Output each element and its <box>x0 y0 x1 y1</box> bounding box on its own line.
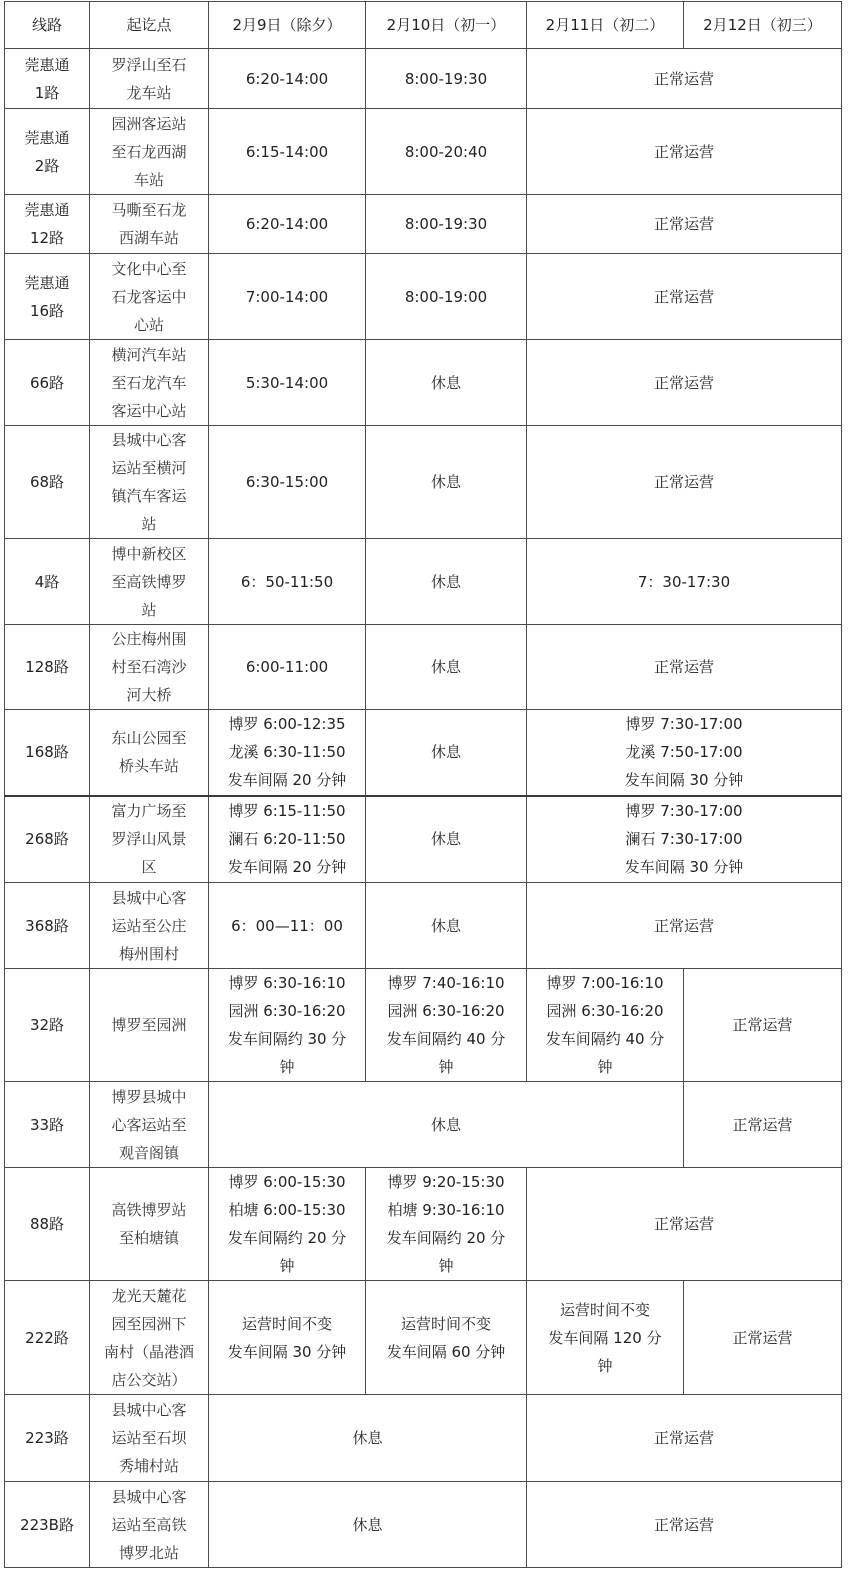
feb10-schedule: 运营时间不变 发车间隔 60 分钟 <box>366 1281 527 1395</box>
feb9-schedule: 6:15-14:00 <box>209 109 366 195</box>
feb9-schedule: 运营时间不变 发车间隔 30 分钟 <box>209 1281 366 1395</box>
route-stops: 横河汽车站 至石龙汽车 客运中心站 <box>90 340 209 426</box>
feb11-12-schedule: 正常运营 <box>527 254 842 340</box>
route-name: 223路 <box>5 1395 90 1482</box>
feb11-12-schedule: 博罗 7:30-17:00 澜石 7:30-17:00 发车间隔 30 分钟 <box>527 796 842 883</box>
feb11-12-schedule: 博罗 7:30-17:00 龙溪 7:50-17:00 发车间隔 30 分钟 <box>527 710 842 796</box>
feb9-10-schedule: 休息 <box>209 1395 527 1482</box>
route-name: 66路 <box>5 340 90 426</box>
table-row <box>5 1168 842 1281</box>
feb9-schedule: 6:20-14:00 <box>209 195 366 254</box>
table-row <box>5 539 842 625</box>
feb10-schedule: 休息 <box>366 539 527 625</box>
feb9-11-schedule: 休息 <box>209 1082 684 1168</box>
feb11-12-schedule: 正常运营 <box>527 1482 842 1568</box>
feb9-schedule: 6:00-11:00 <box>209 625 366 710</box>
route-stops: 县城中心客 运站至石坝 秀埔村站 <box>90 1395 209 1482</box>
table-row <box>5 340 842 426</box>
table-row <box>5 883 842 969</box>
feb12-schedule: 正常运营 <box>684 969 842 1082</box>
route-stops: 富力广场至 罗浮山风景 区 <box>90 796 209 883</box>
feb10-schedule: 博罗 9:20-15:30 柏塘 9:30-16:10 发车间隔约 20 分 钟 <box>366 1168 527 1281</box>
feb10-schedule: 8:00-19:00 <box>366 254 527 340</box>
route-stops: 文化中心至 石龙客运中 心站 <box>90 254 209 340</box>
route-name: 莞惠通 16路 <box>5 254 90 340</box>
feb10-schedule: 8:00-19:30 <box>366 195 527 254</box>
route-stops: 马嘶至石龙 西湖车站 <box>90 195 209 254</box>
table-row <box>5 49 842 109</box>
table-row <box>5 1482 842 1568</box>
route-name: 368路 <box>5 883 90 969</box>
feb9-schedule: 博罗 6:15-11:50 澜石 6:20-11:50 发车间隔 20 分钟 <box>209 796 366 883</box>
feb11-12-schedule: 正常运营 <box>527 109 842 195</box>
table-row <box>5 1395 842 1482</box>
route-stops: 公庄梅州围 村至石湾沙 河大桥 <box>90 625 209 710</box>
table-row <box>5 1281 842 1395</box>
feb9-schedule: 6：50-11:50 <box>209 539 366 625</box>
table-row <box>5 109 842 195</box>
feb11-12-schedule: 正常运营 <box>527 49 842 109</box>
feb11-12-schedule: 正常运营 <box>527 426 842 539</box>
route-name: 莞惠通 1路 <box>5 49 90 109</box>
feb10-schedule: 休息 <box>366 883 527 969</box>
feb10-schedule: 休息 <box>366 340 527 426</box>
header-route: 线路 <box>5 2 90 49</box>
route-stops: 博中新校区 至高铁博罗 站 <box>90 539 209 625</box>
route-name: 222路 <box>5 1281 90 1395</box>
route-stops: 园洲客运站 至石龙西湖 车站 <box>90 109 209 195</box>
feb10-schedule: 博罗 7:40-16:10 园洲 6:30-16:20 发车间隔约 40 分 钟 <box>366 969 527 1082</box>
route-stops: 县城中心客 运站至高铁 博罗北站 <box>90 1482 209 1568</box>
header-feb10: 2月10日（初一） <box>366 2 527 49</box>
table-row <box>5 195 842 254</box>
header-feb11: 2月11日（初二） <box>527 2 684 49</box>
feb11-12-schedule: 正常运营 <box>527 883 842 969</box>
route-name: 68路 <box>5 426 90 539</box>
route-name: 223B路 <box>5 1482 90 1568</box>
feb9-schedule: 7:00-14:00 <box>209 254 366 340</box>
feb9-schedule: 博罗 6:00-15:30 柏塘 6:00-15:30 发车间隔约 20 分 钟 <box>209 1168 366 1281</box>
table-row <box>5 710 842 796</box>
route-name: 33路 <box>5 1082 90 1168</box>
feb11-12-schedule: 正常运营 <box>527 1168 842 1281</box>
table-row <box>5 1082 842 1168</box>
feb10-schedule: 休息 <box>366 625 527 710</box>
feb10-schedule: 休息 <box>366 426 527 539</box>
route-stops: 县城中心客 运站至公庄 梅州围村 <box>90 883 209 969</box>
route-name: 268路 <box>5 796 90 883</box>
feb10-schedule: 8:00-19:30 <box>366 49 527 109</box>
holiday-bus-schedule-table <box>4 1 842 1568</box>
feb11-12-schedule: 正常运营 <box>527 340 842 426</box>
route-name: 88路 <box>5 1168 90 1281</box>
schedule-table-container <box>4 1 842 1568</box>
feb10-schedule: 8:00-20:40 <box>366 109 527 195</box>
header-row <box>5 2 842 49</box>
route-name: 莞惠通 2路 <box>5 109 90 195</box>
feb12-schedule: 正常运营 <box>684 1082 842 1168</box>
route-stops: 东山公园至 桥头车站 <box>90 710 209 796</box>
feb11-schedule: 运营时间不变 发车间隔 120 分 钟 <box>527 1281 684 1395</box>
feb11-12-schedule: 正常运营 <box>527 195 842 254</box>
route-name: 莞惠通 12路 <box>5 195 90 254</box>
feb9-schedule: 6:20-14:00 <box>209 49 366 109</box>
header-stops: 起讫点 <box>90 2 209 49</box>
feb12-schedule: 正常运营 <box>684 1281 842 1395</box>
route-stops: 龙光天麓花 园至园洲下 南村（晶港酒 店公交站） <box>90 1281 209 1395</box>
table-row <box>5 426 842 539</box>
route-stops: 博罗县城中 心客运站至 观音阁镇 <box>90 1082 209 1168</box>
table-row <box>5 625 842 710</box>
feb9-schedule: 博罗 6:30-16:10 园洲 6:30-16:20 发车间隔约 30 分 钟 <box>209 969 366 1082</box>
feb10-schedule: 休息 <box>366 710 527 796</box>
route-name: 128路 <box>5 625 90 710</box>
feb9-schedule: 5:30-14:00 <box>209 340 366 426</box>
feb9-schedule: 6：00—11：00 <box>209 883 366 969</box>
feb9-10-schedule: 休息 <box>209 1482 527 1568</box>
route-name: 4路 <box>5 539 90 625</box>
table-row <box>5 969 842 1082</box>
feb9-schedule: 博罗 6:00-12:35 龙溪 6:30-11:50 发车间隔 20 分钟 <box>209 710 366 796</box>
route-stops: 高铁博罗站 至柏塘镇 <box>90 1168 209 1281</box>
header-feb9: 2月9日（除夕） <box>209 2 366 49</box>
feb10-schedule: 休息 <box>366 796 527 883</box>
feb11-12-schedule: 正常运营 <box>527 625 842 710</box>
header-feb12: 2月12日（初三） <box>684 2 842 49</box>
route-stops: 博罗至园洲 <box>90 969 209 1082</box>
route-name: 168路 <box>5 710 90 796</box>
feb11-12-schedule: 正常运营 <box>527 1395 842 1482</box>
feb9-schedule: 6:30-15:00 <box>209 426 366 539</box>
route-stops: 罗浮山至石 龙车站 <box>90 49 209 109</box>
feb11-schedule: 博罗 7:00-16:10 园洲 6:30-16:20 发车间隔约 40 分 钟 <box>527 969 684 1082</box>
route-name: 32路 <box>5 969 90 1082</box>
feb11-12-schedule: 7：30-17:30 <box>527 539 842 625</box>
table-row <box>5 796 842 883</box>
table-row <box>5 254 842 340</box>
route-stops: 县城中心客 运站至横河 镇汽车客运 站 <box>90 426 209 539</box>
